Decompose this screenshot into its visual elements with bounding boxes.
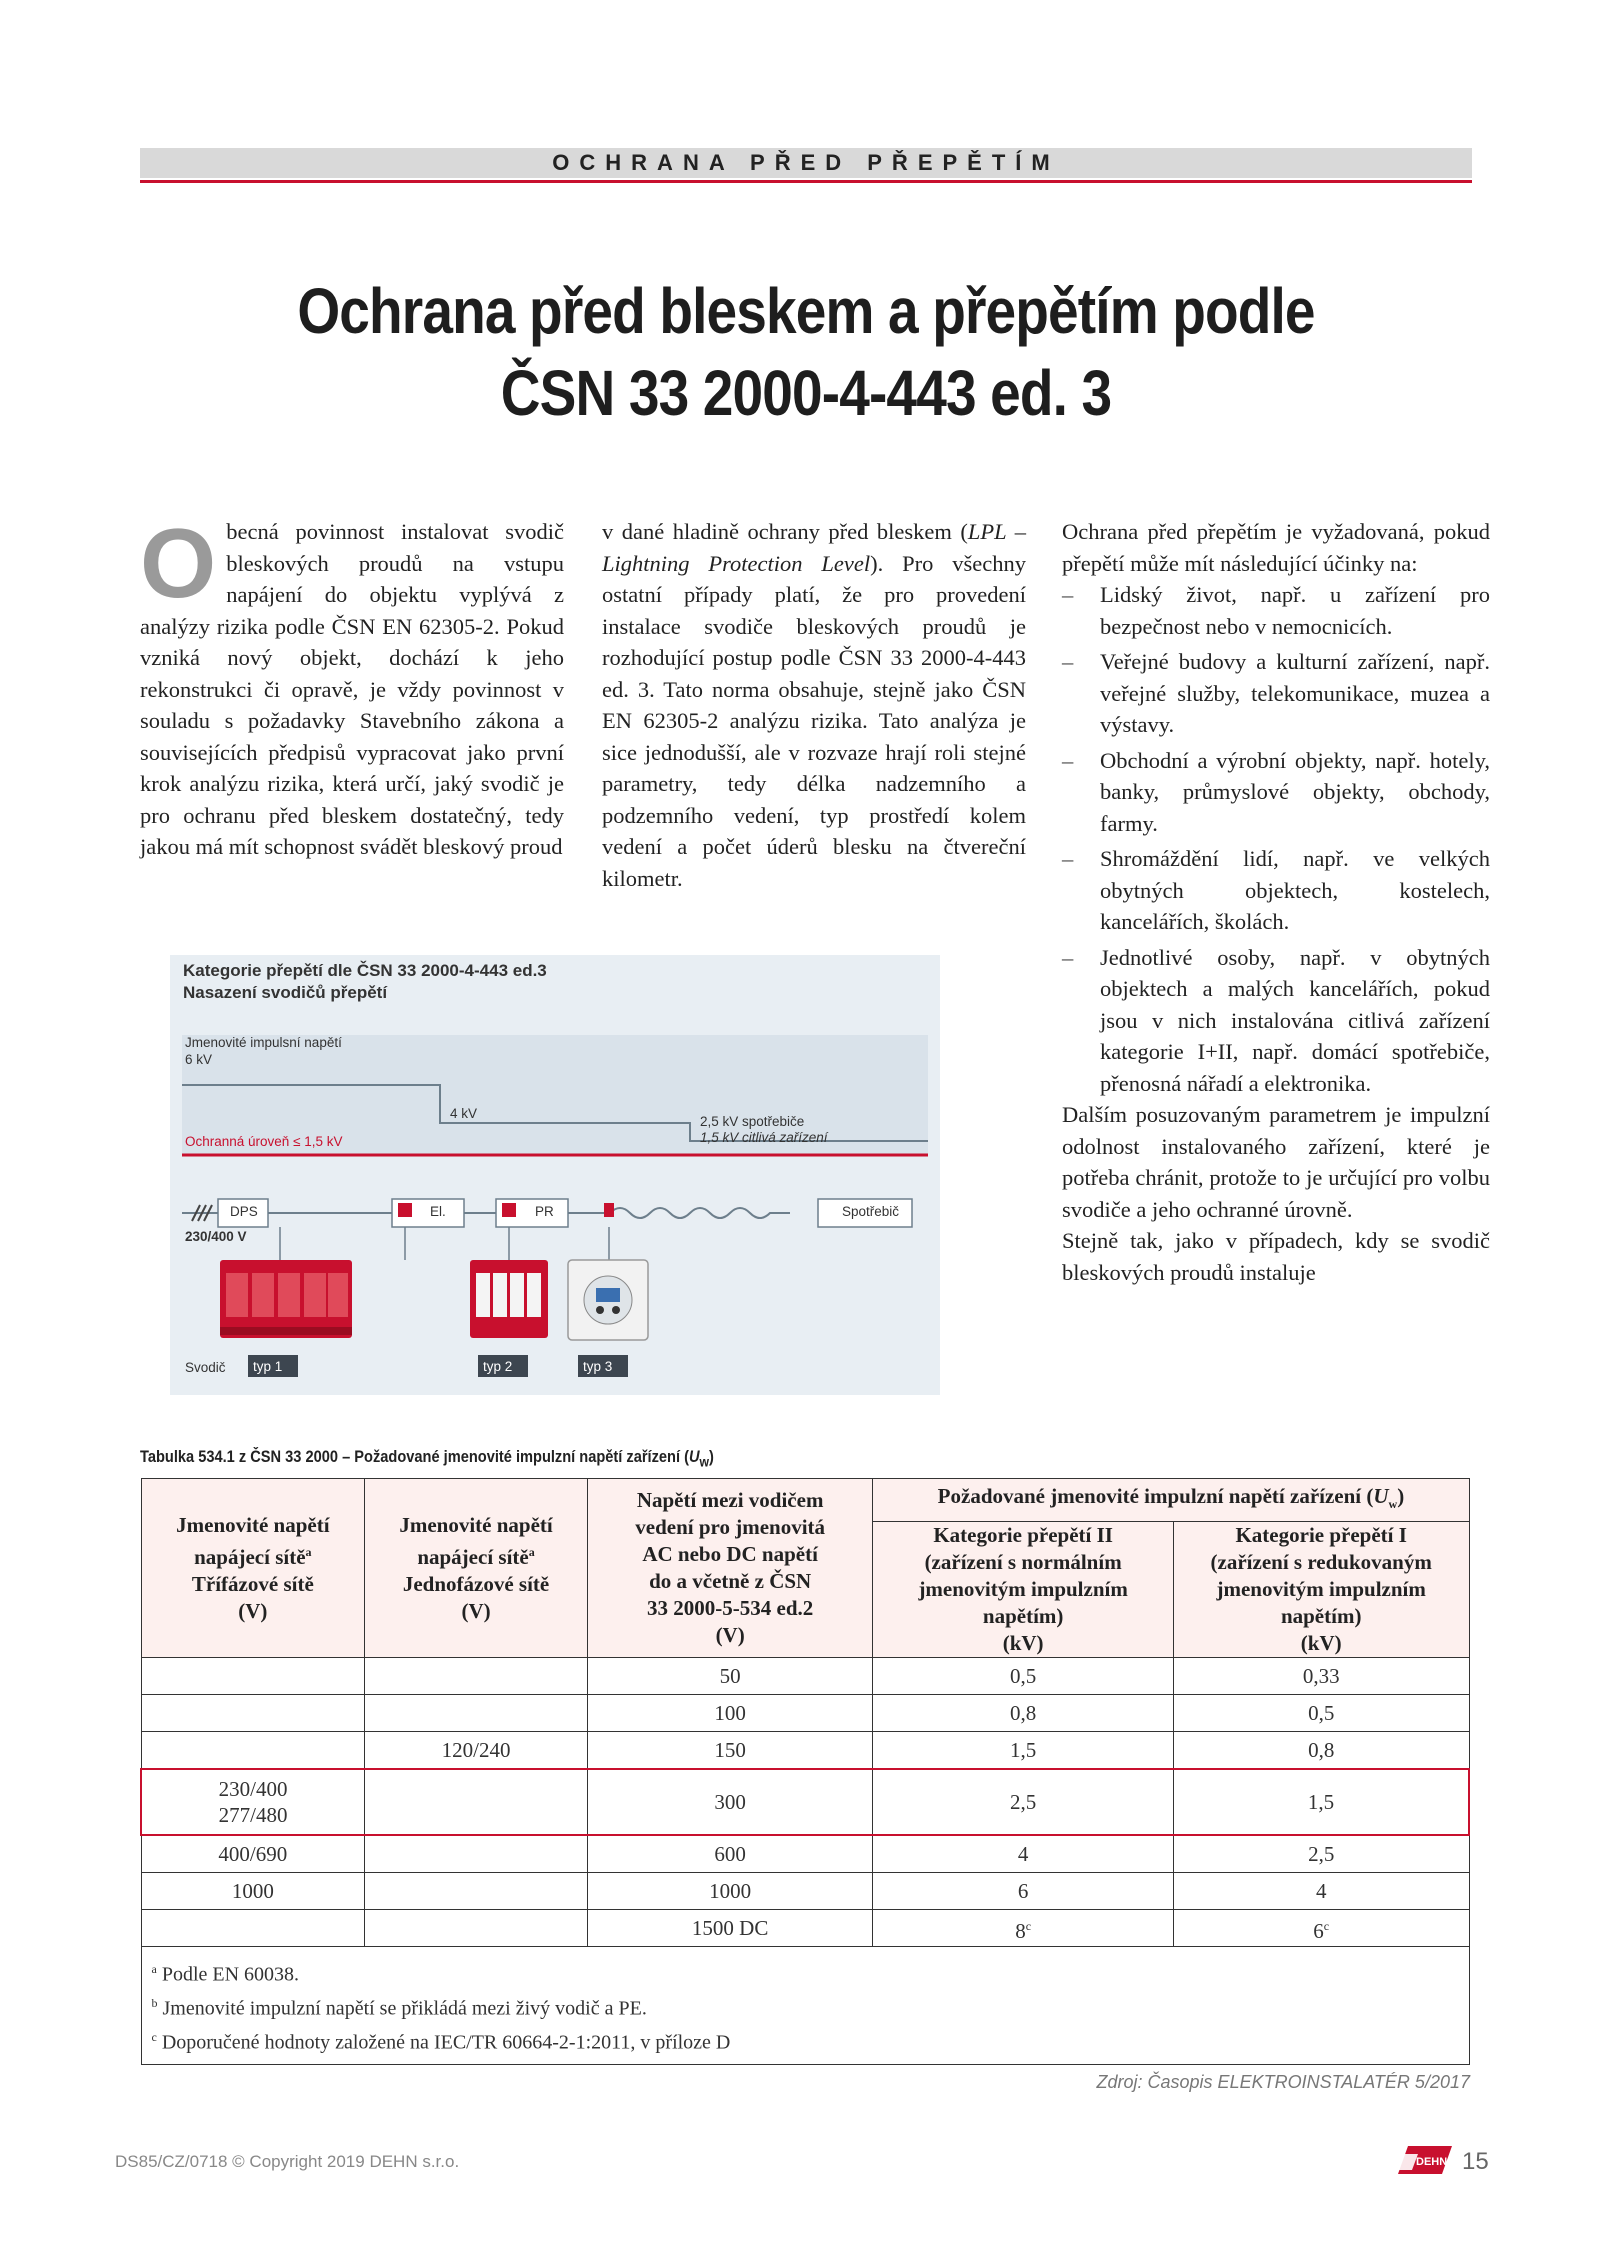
svodic-label: Svodič: [185, 1360, 226, 1375]
paragraph-part-b: ). Pro všechny ostatní případy platí, že pro provedení instalace svodiče bleskových proudů je rozhodující postup podle ČSN 33 2000-4-443 ed. 3. Tato norma obsahuje, stejně jako ČSN EN 62305-2 analýzu rizika. Tato analýza je sice jednodušší, ale v rozvaze hrají roli stejné parametry, tedy délka nadzemního a podzemního vedení, typ prostředí kolem vedení a počet úderů blesku na čtvereční kilometr.: [602, 550, 1026, 891]
table-notes: [141, 1947, 1469, 2065]
text-column-2: [602, 516, 1026, 894]
surge-arrester-type3-image: [568, 1260, 648, 1340]
typ2-badge: typ 2: [483, 1359, 513, 1374]
table-caption: [140, 1447, 714, 1470]
header-category-ii: Kategorie přepětí II (zařízení s normálním jmenovitým impulzním napětím) (kV): [873, 1522, 1174, 1658]
table-row: 1500 DC 8$^c$ 6$^c$: [141, 1910, 1469, 1947]
label-6kv: 6 kV: [185, 1052, 213, 1067]
title-line-2: ČSN 33 2000-4-443 ed. 3: [500, 357, 1112, 429]
header-three-phase: Jmenovité napětí napájecí sítě$^a$ Třífázové sítě (V): [141, 1479, 365, 1658]
table-row: 100 0,8 0,5: [141, 1695, 1469, 1732]
lpl-term: LPL – Lightning Protection Level: [602, 519, 1026, 576]
label-protection-level: Ochranná úroveň ≤ 1,5 kV: [185, 1134, 343, 1149]
typ1-badge: typ 1: [253, 1359, 283, 1374]
label-jm-napeti: Jmenovité impulsní napětí: [185, 1035, 342, 1050]
table-row: 50 0,5 0,33: [141, 1658, 1469, 1695]
drop-cap: O: [140, 508, 217, 618]
label-4kv: 4 kV: [450, 1106, 478, 1121]
title-line-1: Ochrana před bleskem a přepětím podle: [297, 275, 1315, 347]
spotrebic-label: Spotřebič: [842, 1204, 900, 1219]
list-item: – Veřejné budovy a kulturní zařízení, např. veřejné služby, telekomunikace, muzea a výstavy.: [1062, 646, 1490, 741]
article-title: [233, 270, 1379, 434]
list-item: – Obchodní a výrobní objekty, např. hotely, banky, průmyslové objekty, obchody, farmy.: [1062, 745, 1490, 840]
header-required-impulse-voltage: Požadované jmenovité impulzní napětí zařízení $(U_w)$: [873, 1479, 1469, 1522]
figure-title: [183, 960, 547, 1004]
section-label: OCHRANA PŘED PŘEPĚTÍM: [552, 150, 1060, 175]
header-category-i: Kategorie přepětí I (zařízení s redukovaným jmenovitým impulzním napětím) (kV): [1173, 1522, 1469, 1658]
text-column-1: [140, 508, 564, 863]
list-item: – Jednotlivé osoby, např. v obytných objektech a malých kancelářích, pokud jsou v nich instalována citlivá zařízení kategorie I+II, např. domácí spotřebiče, přenosná nářadí a elektronika.: [1062, 942, 1490, 1100]
surge-arrester-type1-image: [220, 1260, 352, 1338]
pr-label: PR: [535, 1204, 554, 1219]
paragraph-part-a: v dané hladině ochrany před bleskem (: [602, 519, 968, 544]
table-row-highlighted: 230/400 277/480 300 2,5 1,5: [141, 1769, 1469, 1835]
paragraph: becná povinnost instalovat svodič bleskových proudů na vstupu napájení do objektu vyplývá z analýzy rizika podle ČSN EN 62305-2. Pokud vzniká nový objekt, dochází k jeho rekonstrukci či opravě, je vždy povinnost v souladu s požadavky Stavebního zákona a souvisejících předpisů vypracovat jako první krok analýzu rizika, která určí, jaký svodič je pro ochranu před bleskem dostatečný, tedy jakou má mít schopnost svádět bleskový proud: [140, 519, 564, 859]
voltage-label: 230/400 V: [185, 1229, 247, 1244]
note: $^c$ Doporučené hodnoty založené na IEC/TR 60664-2-1:2011, v příloze D: [151, 2029, 731, 2054]
figure-title-line-2: Nasazení svodičů přepětí: [183, 983, 388, 1002]
caption-close: ): [709, 1447, 714, 1466]
table-row: 400/690 600 4 2,5: [141, 1835, 1469, 1873]
note: $^a$ Podle EN 60038.: [151, 1962, 300, 1986]
text-column-3: [1062, 516, 1490, 1288]
impulse-voltage-table: [140, 1478, 1470, 2065]
el-label: El.: [430, 1204, 446, 1219]
caption-w: w: [699, 1454, 710, 1471]
figure-title-line-1: Kategorie přepětí dle ČSN 33 2000-4-443 ed.3: [183, 961, 547, 980]
surge-arrester-type2-image: [470, 1260, 548, 1338]
note: $^b$ Jmenovité impulzní napětí se přikládá mezi živý vodič a PE.: [151, 1995, 647, 2020]
caption-text: Tabulka 534.1 z ČSN 33 2000 – Požadované jmenovité impulzní napětí zařízení (: [140, 1447, 689, 1466]
list-item: – Shromáždění lidí, např. ve velkých obytných objektech, kostelech, kancelářích, školách.: [1062, 843, 1490, 938]
paragraph: Dalším posuzovaným parametrem je impulzní odolnost instalovaného zařízení, které je potřeba chránit, protože to je určující pro volbu svodiče a jeho ochranné úrovně.: [1062, 1102, 1490, 1222]
header-rule: [140, 180, 1472, 183]
overvoltage-category-figure: [170, 955, 940, 1395]
copyright-text: DS85/CZ/0718 © Copyright 2019 DEHN s.r.o.: [115, 2152, 460, 2171]
effects-list: [1062, 579, 1490, 1099]
figure-diagram: [170, 955, 940, 1395]
header-single-phase: Jmenovité napětí napájecí sítě$^a$ Jednofázové sítě (V): [365, 1479, 588, 1658]
svg-text:DEHN: DEHN: [1416, 2156, 1448, 2168]
dps-label: DPS: [230, 1204, 258, 1219]
page-number: 15: [1462, 2148, 1489, 2175]
label-1-5kv: 1,5 kV citlivá zařízení: [700, 1130, 828, 1145]
source-credit: Zdroj: Časopis ELEKTROINSTALATÉR 5/2017: [1096, 2072, 1470, 2092]
label-2-5kv: 2,5 kV spotřebiče: [700, 1114, 805, 1129]
paragraph: Stejně tak, jako v případech, kdy se svodič bleskových proudů instaluje: [1062, 1228, 1490, 1285]
list-intro: Ochrana před přepětím je vyžadovaná, pokud přepětí může mít následující účinky na:: [1062, 519, 1490, 576]
table-row: 1000 1000 6 4: [141, 1873, 1469, 1910]
header-conductor-voltage: Napětí mezi vodičem vedení pro jmenovitá AC nebo DC napětí do a včetně z ČSN 33 2000-5-534 ed.2 (V): [587, 1479, 873, 1658]
dehn-logo-icon: [1394, 2140, 1454, 2178]
typ3-badge: typ 3: [583, 1359, 613, 1374]
list-item: – Lidský život, např. u zařízení pro bezpečnost nebo v nemocnicích.: [1062, 579, 1490, 642]
table-row: 120/240 150 1,5 0,8: [141, 1732, 1469, 1770]
caption-u: U: [688, 1447, 700, 1466]
